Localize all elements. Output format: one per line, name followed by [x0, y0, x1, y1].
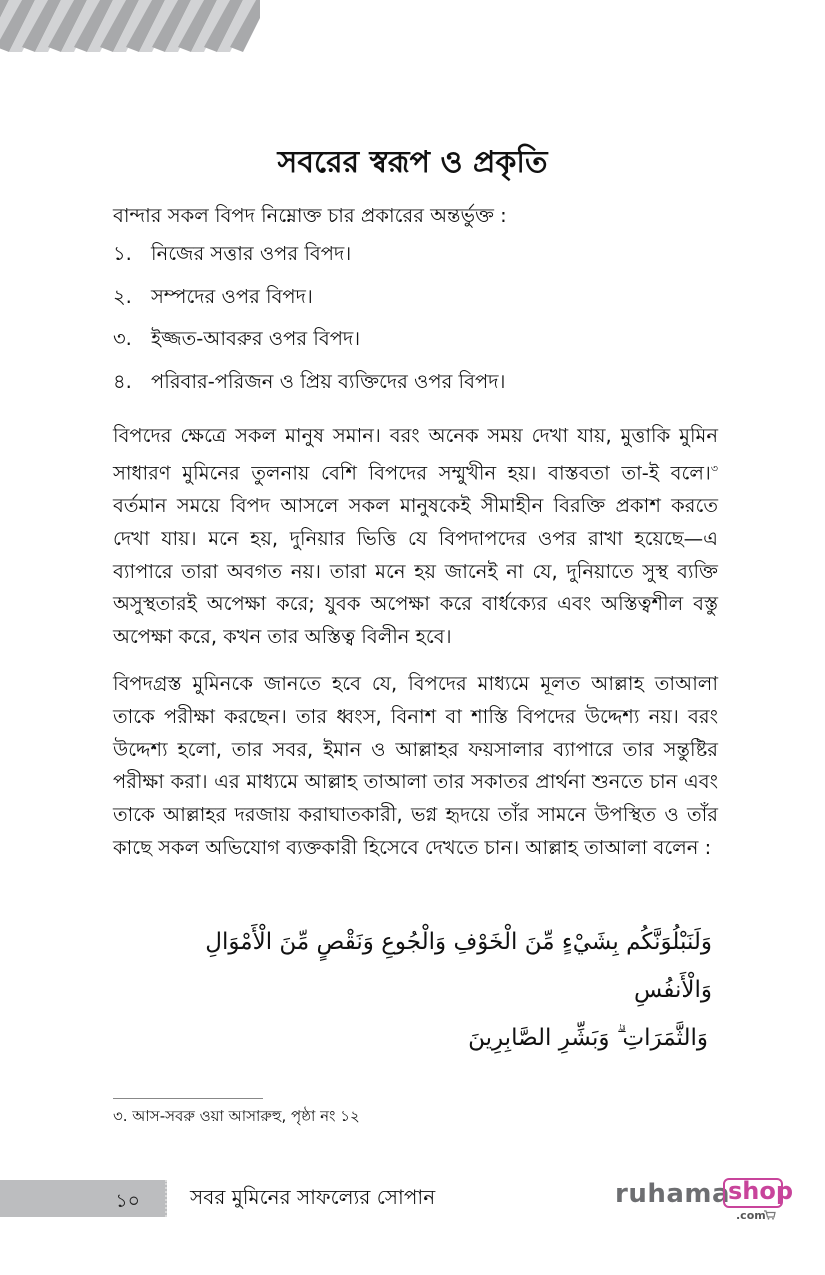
logo-text-shop: shop [728, 1177, 794, 1205]
paragraph-2: বিপদগ্রস্ত মুমিনকে জানতে হবে যে, বিপদের মাধ্যমে মূলত আল্লাহ তাআলা তাকে পরীক্ষা করছেন। তার ধ্বংস, বিনাশ বা শাস্তি বিপদের উদ্দেশ্য নয়। বরং উদ্দেশ্য হলো, তার সবর, ইমান ও আল্লাহর ফয়সালার ব্যাপারে তার সন্তুষ্টির পরীক্ষা করা। এর মাধ্যমে আল্লাহ তাআলা তার সকাতর প্রার্থনা শুনতে চান এবং তাকে আল্লাহর দরজায় করাঘাতকারী, ভগ্ন হৃদয়ে তাঁর সামনে উপস্থিত ও তাঁর কাছে সকল অভিযোগ ব্যক্তকারী হিসেবে দেখতে চান। আল্লাহ তাআলা বলেন : [113, 672, 718, 859]
intro-text: বান্দার সকল বিপদ নিম্নোক্ত চার প্রকারের অন্তর্ভুক্ত : [113, 204, 507, 227]
footnote-reference[interactable]: ৩ [710, 461, 718, 475]
list-item [113, 240, 718, 283]
list-item [113, 368, 718, 411]
list-item [113, 283, 718, 326]
list-text: ইজ্জত-আবরুর ওপর বিপদ। [151, 327, 361, 350]
paragraph-1-part-b: বর্তমান সময়ে বিপদ আসলে সকল মানুষকেই সীমাহীন বিরক্তি প্রকাশ করতে দেখা যায়। মনে হয়, দুনিয়ার ভিত্তি যে বিপদাপদের ওপর রাখা হয়েছে—এ ব্যাপারে তারা অবগত নয়। তারা মনে হয় জানেই না যে, দুনিয়াতে সুস্থ ব্যক্তি অসুস্থতারই অপেক্ষা করে; যুবক অপেক্ষা করে বার্ধক্যের এবং অস্তিত্বশীল বস্তু অপেক্ষা করে, কখন তার অস্তিত্ব বিলীন হবে। [113, 494, 718, 649]
header-stripes [0, 0, 260, 52]
affliction-list [113, 240, 718, 410]
paragraph-1-part-a: বিপদের ক্ষেত্রে সকল মানুষ সমান। বরং অনেক সময় দেখা যায়, মুত্তাকি মুমিন সাধারণ মুমিনের তুলনায় বেশি বিপদের সম্মুখীন হয়। বাস্তবতা তা-ই বলে। [113, 424, 718, 485]
verse-line-2: وَالثَّمَرَاتِ ۗ وَبَشِّرِ الصَّابِرِينَ [468, 1025, 708, 1051]
footnote-divider [113, 1098, 263, 1099]
list-number: ৪. [113, 369, 132, 393]
page-number: ১০ [115, 1190, 140, 1212]
running-book-title: সবর মুমিনের সাফল্যের সোপান [190, 1185, 436, 1209]
list-text: পরিবার-পরিজন ও প্রিয় ব্যক্তিদের ওপর বিপদ। [151, 369, 506, 393]
cart-icon [764, 1210, 776, 1220]
list-item [113, 325, 718, 368]
list-text: সম্পদের ওপর বিপদ। [151, 284, 313, 308]
footnote: ৩. আস-সবরু ওয়া আসারুহু, পৃষ্ঠা নং ১২ [113, 1107, 360, 1125]
ruhamashop-logo [612, 1175, 794, 1225]
page-title: সবরের স্বরূপ ও প্রকৃতি [277, 145, 548, 180]
list-number: ১. [113, 242, 132, 265]
page-number-bar [0, 1180, 167, 1217]
list-text: নিজের সত্তার ওপর বিপদ। [151, 242, 352, 265]
quran-verse [140, 918, 712, 1062]
list-number: ২. [113, 284, 132, 308]
stripe-decoration [0, 0, 260, 52]
logo-shop-bubble [723, 1177, 794, 1208]
paragraph-1 [113, 420, 718, 654]
logo-text-ruhama: ruhama [615, 1179, 731, 1209]
list-number: ৩. [113, 327, 132, 350]
verse-line-1: وَلَنَبْلُوَنَّكُم بِشَيْءٍ مِّنَ الْخَوْفِ وَالْجُوعِ وَنَقْصٍ مِّنَ الْأَمْوَالِ وَالْأَنفُسِ [205, 929, 712, 1003]
logo-text-domain: .com [736, 1209, 766, 1222]
